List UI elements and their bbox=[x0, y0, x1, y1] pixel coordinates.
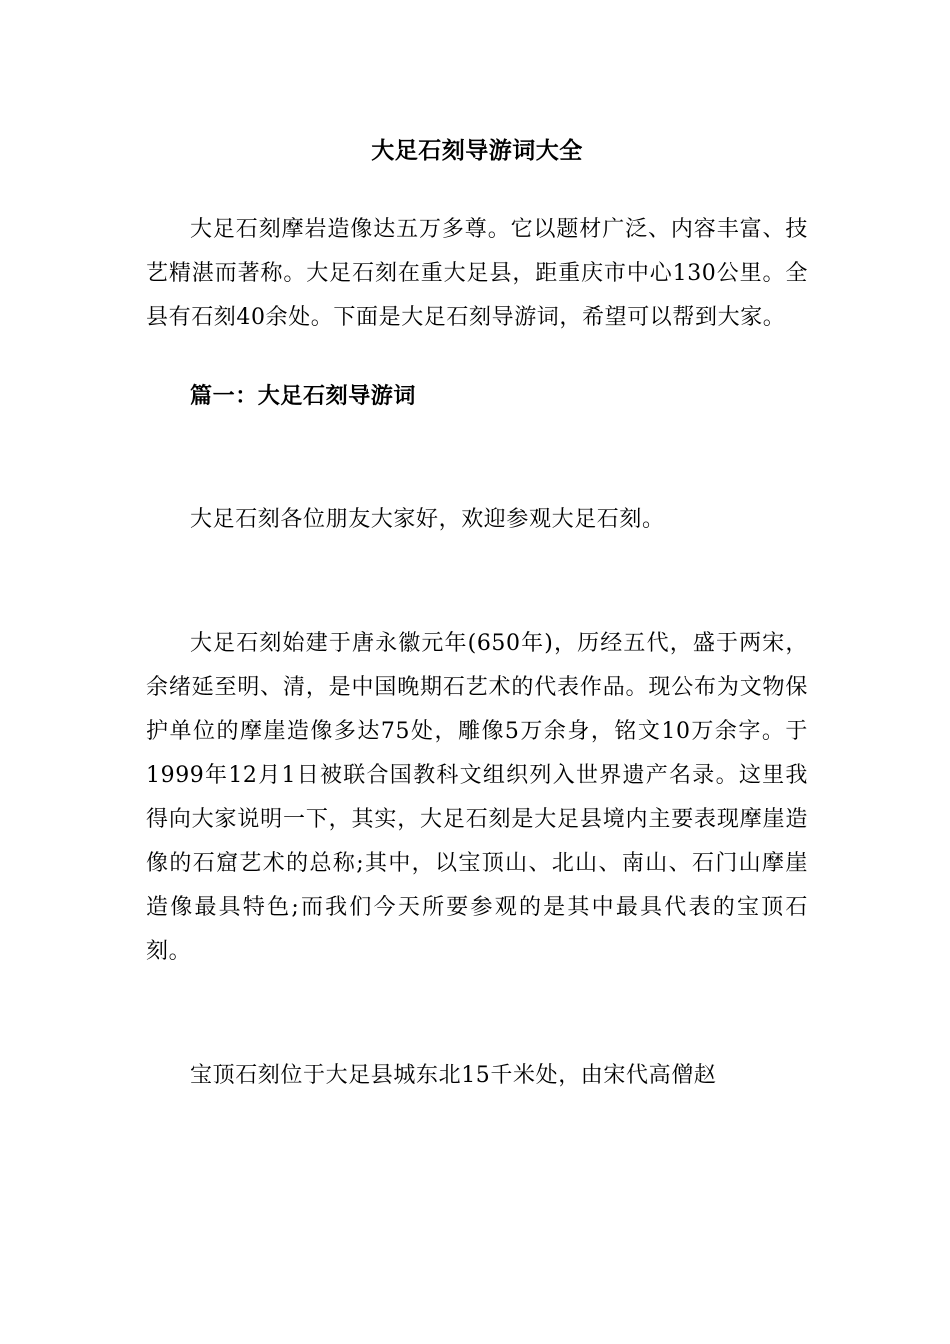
spacer bbox=[146, 340, 808, 374]
spacer bbox=[146, 174, 808, 208]
body-paragraph-3: 宝顶石刻位于大足县城东北15千米处，由宋代高僧赵 bbox=[190, 1063, 717, 1088]
spacer bbox=[146, 542, 808, 622]
body-paragraph-2: 大足石刻始建于唐永徽元年(650年)，历经五代，盛于两宋，余绪延至明、清，是中国晚期石艺术的代表作品。现公布为文物保护单位的摩崖造像多达75处，雕像5万余身，铭文10万余字。于1999年12月1日被联合国教科文组织列入世界遗产名录。这里我得向大家说明一下，其实，大足石刻是大足县境内主要表现摩崖造像的石窟艺术的总称;其中，以宝顶山、北山、南山、石门山摩崖造像最具特色;而我们今天所要参观的是其中最具代表的宝顶石刻。 bbox=[146, 631, 808, 964]
document-body bbox=[146, 128, 808, 1098]
section-heading: 篇一：大足石刻导游词 bbox=[190, 383, 417, 409]
spacer bbox=[146, 418, 808, 498]
document-title: 大足石刻导游词大全 bbox=[371, 137, 583, 164]
intro-paragraph: 大足石刻摩岩造像达五万多尊。它以题材广泛、内容丰富、技艺精湛而著称。大足石刻在重大足县，距重庆市中心130公里。全县有石刻40余处。下面是大足石刻导游词，希望可以帮到大家。 bbox=[146, 217, 808, 330]
spacer bbox=[146, 974, 808, 1054]
body-paragraph-1: 大足石刻各位朋友大家好，欢迎参观大足石刻。 bbox=[190, 507, 665, 532]
